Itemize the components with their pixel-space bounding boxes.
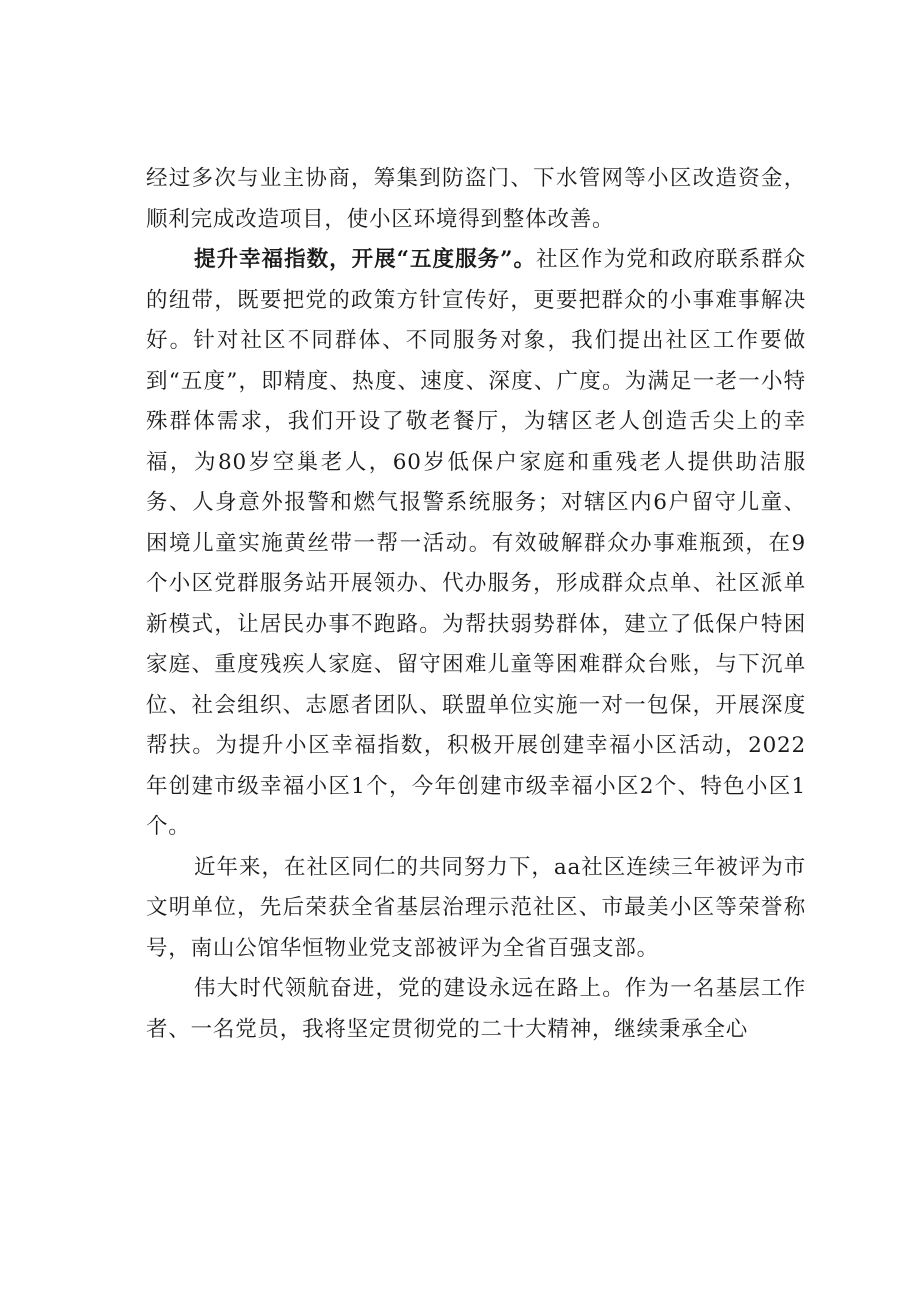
paragraph-3-text: 近年来，在社区同仁的共同努力下，aa社区连续三年被评为市文明单位，先后荣获全省基层治理示范社区、市最美小区等荣誉称号，南山公馆华恒物业党支部被评为全省百强支部。 [146, 854, 806, 961]
paragraph-1 [146, 159, 806, 240]
paragraph-2-heading: 提升幸福指数，开展“五度服务”。 [194, 247, 536, 272]
paragraph-4-text: 伟大时代领航奋进，党的建设永远在路上。作为一名基层工作者、一名党员，我将坚定贯彻党的二十大精神，继续秉承全心 [146, 976, 806, 1042]
paragraph-4 [146, 969, 806, 1050]
paragraph-1-text: 经过多次与业主协商，筹集到防盗门、下水管网等小区改造资金，顺利完成改造项目，使小区环境得到整体改善。 [146, 166, 806, 232]
paragraph-2-text: 社区作为党和政府联系群众的纽带，既要把党的政策方针宣传好，更要把群众的小事难事解决好。针对社区不同群体、不同服务对象，我们提出社区工作要做到“五度”，即精度、热度、速度、深度、广度。为满足一老一小特殊群体需求，我们开设了敬老餐厅，为辖区老人创造舌尖上的幸福，为80岁空巢老人，60岁低保户家庭和重残老人提供助洁服务、人身意外报警和燃气报警系统服务；对辖区内6户留守儿童、困境儿童实施黄丝带一帮一活动。有效破解群众办事难瓶颈，在9个小区党群服务站开展领办、代办服务，形成群众点单、社区派单新模式，让居民办事不跑路。为帮扶弱势群体，建立了低保户特困家庭、重度残疾人家庭、留守困难儿童等困难群众台账，与下沉单位、社会组织、志愿者团队、联盟单位实施一对一包保，开展深度帮扶。为提升小区幸福指数，积极开展创建幸福小区活动，2022年创建市级幸福小区1个，今年创建市级幸福小区2个、特色小区1个。 [146, 247, 806, 839]
paragraph-2 [146, 240, 806, 848]
document-body [146, 159, 806, 1050]
paragraph-3 [146, 848, 806, 970]
